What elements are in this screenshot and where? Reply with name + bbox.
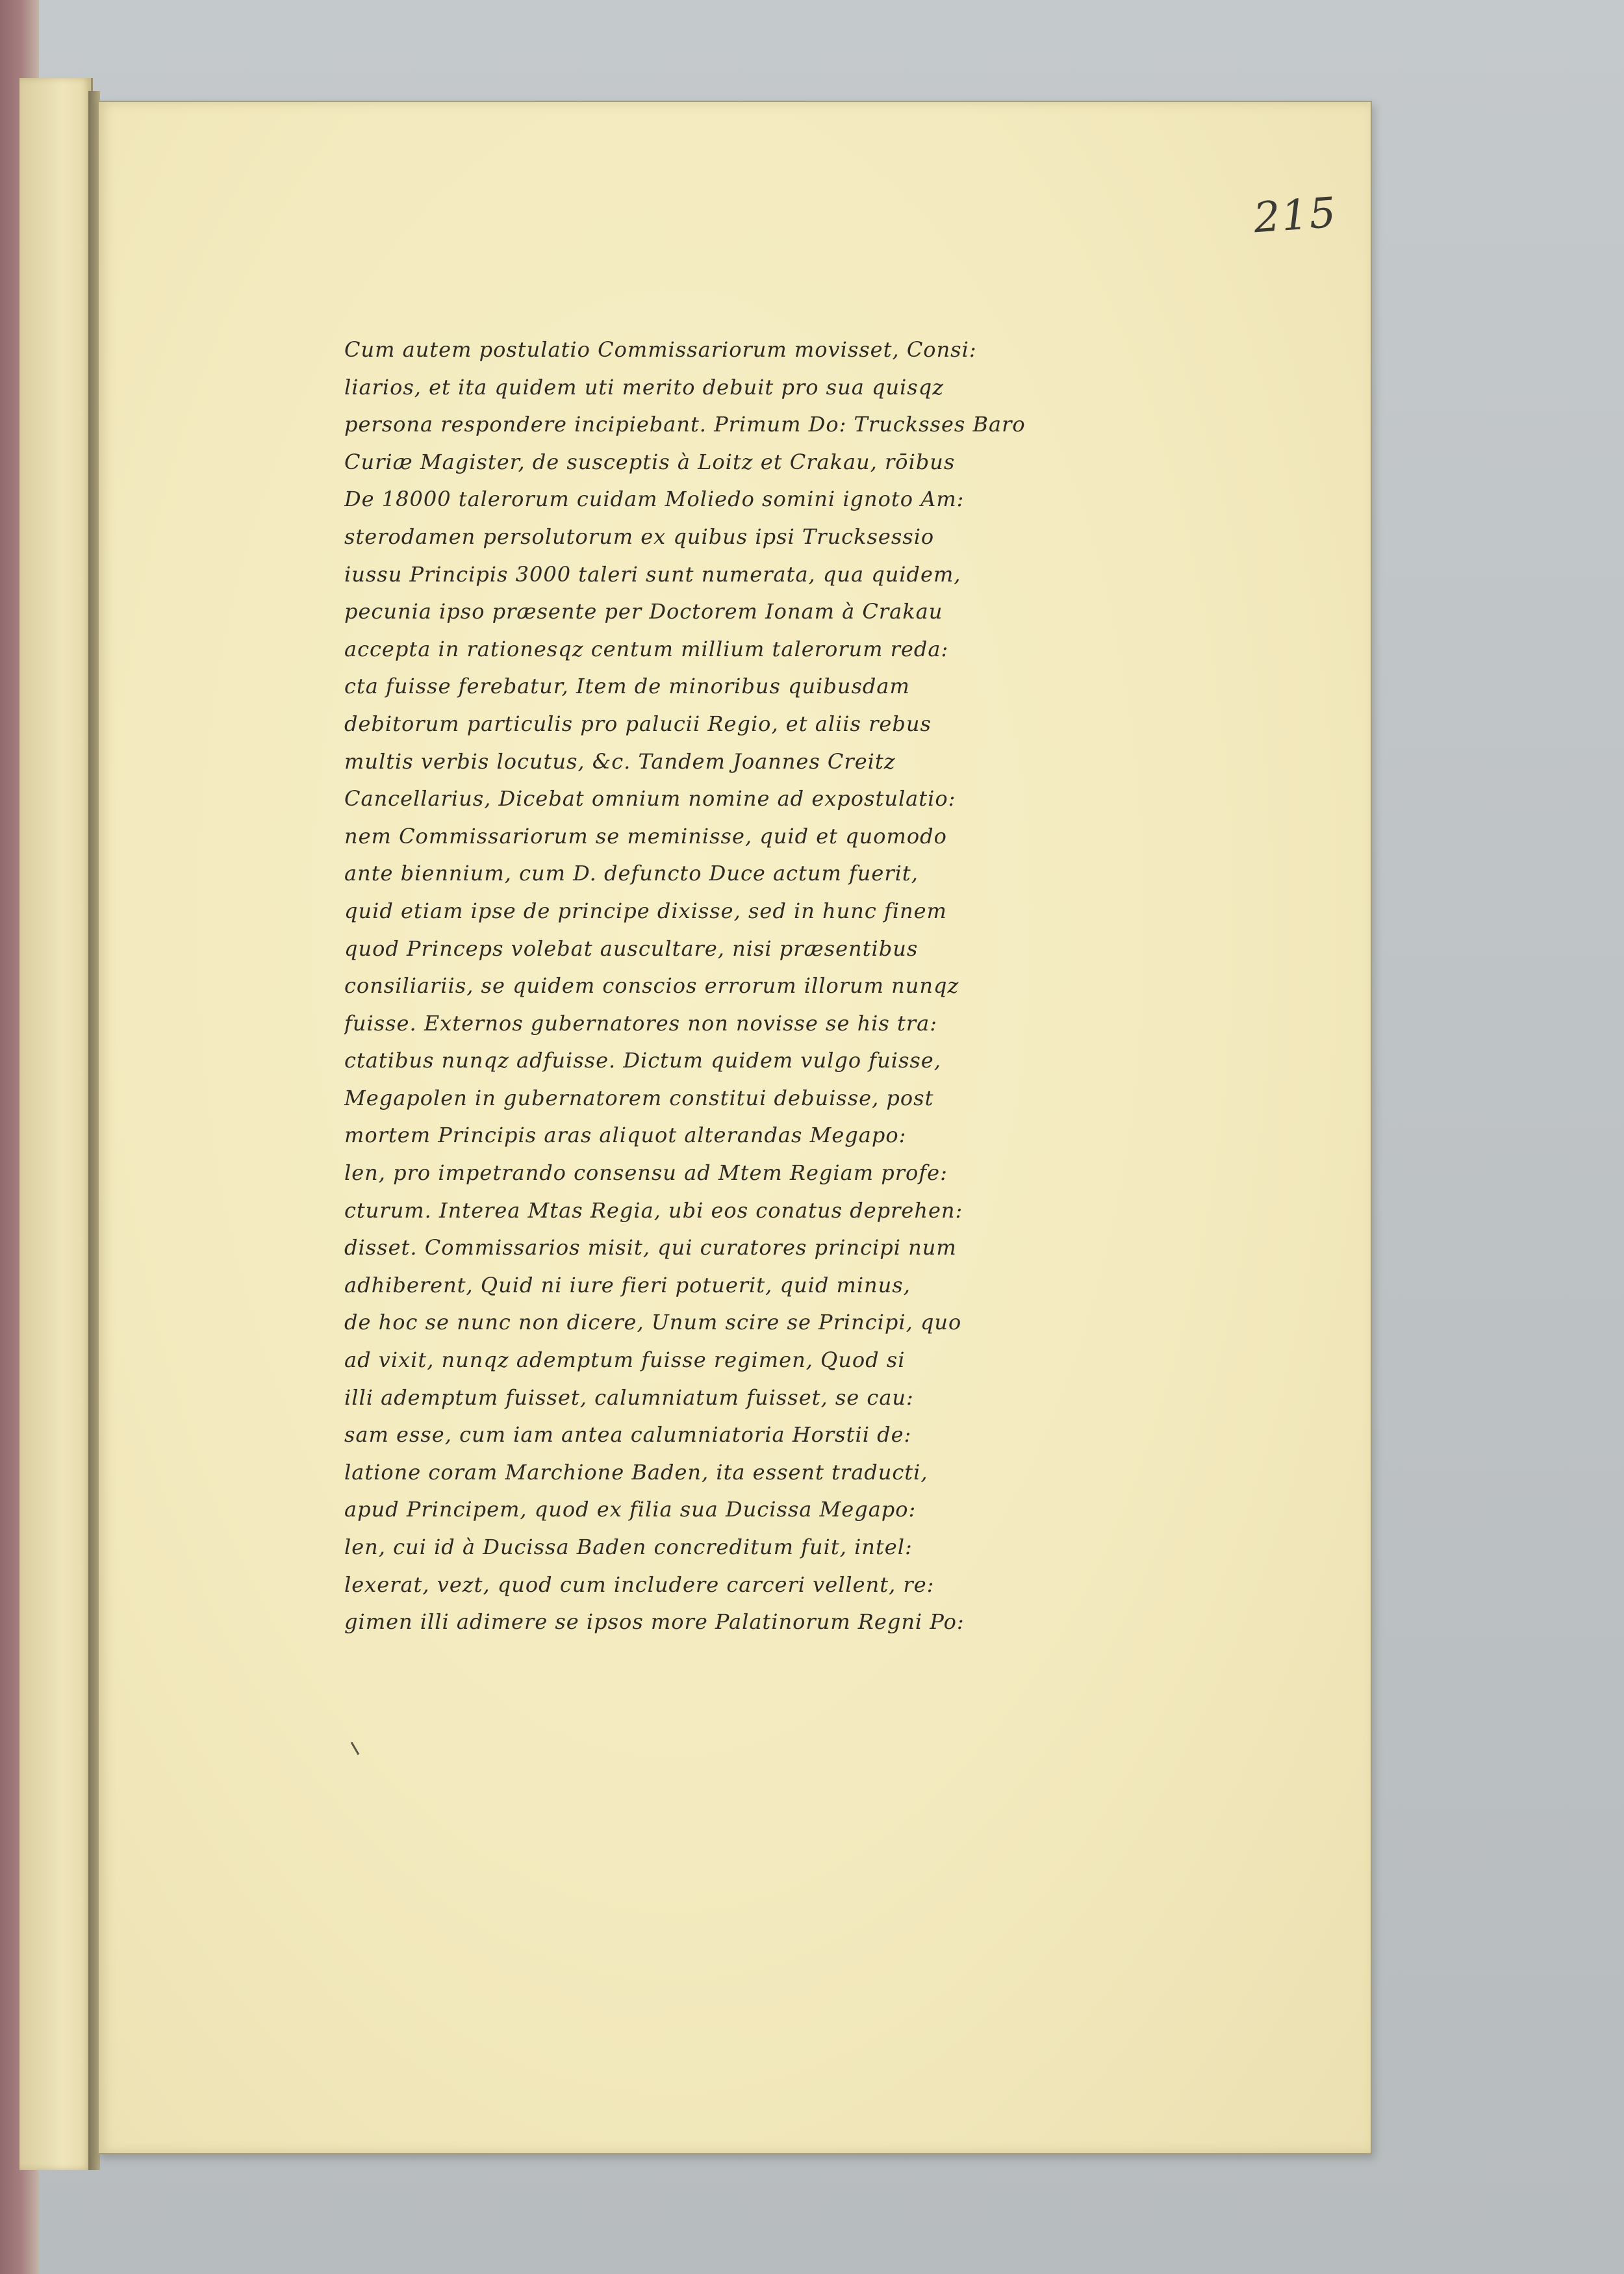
facing-page-edge: [19, 78, 93, 2170]
text-line: lexerat, vezt, quod cum includere carceri vellent, re:: [344, 1572, 935, 1597]
text-line: multis verbis locutus, &c. Tandem Joannes Creitz: [344, 748, 896, 774]
text-line: fuisse. Externos gubernatores non novisse se his tra:: [344, 1010, 938, 1036]
text-line: consiliariis, se quidem conscios errorum illorum nunqz: [344, 973, 959, 999]
text-line: pecunia ipso præsente per Doctorem Ionam à Crakau: [344, 599, 943, 624]
text-line: latione coram Marchione Baden, ita essent traducti,: [344, 1459, 928, 1485]
text-line: gimen illi adimere se ipsos more Palatinorum Regni Po:: [344, 1609, 965, 1635]
text-line: Cum autem postulatio Commissariorum movisset, Consi:: [344, 337, 977, 362]
text-line: sterodamen persolutorum ex quibus ipsi Trucksessio: [344, 524, 935, 549]
text-line: ante biennium, cum D. defuncto Duce actum fuerit,: [344, 861, 919, 886]
text-line: sam esse, cum iam antea calumniatoria Horstii de:: [344, 1422, 912, 1448]
text-line: cta fuisse ferebatur, Item de minoribus quibusdam: [344, 674, 910, 699]
text-line: ctatibus nunqz adfuisse. Dictum quidem vulgo fuisse,: [344, 1048, 941, 1073]
text-line: disset. Commissarios misit, qui curatores principi num: [344, 1235, 957, 1260]
text-line: quod Princeps volebat auscultare, nisi præsentibus: [344, 936, 919, 961]
text-line: cturum. Interea Mtas Regia, ubi eos conatus deprehen:: [344, 1197, 963, 1223]
text-line: mortem Principis aras aliquot alterandas Megapo:: [344, 1123, 907, 1148]
text-line: len, pro impetrando consensu ad Mtem Regiam profe:: [344, 1160, 948, 1186]
text-line: quid etiam ipse de principe dixisse, sed in hunc finem: [344, 898, 947, 923]
text-line: ad vixit, nunqz ademptum fuisse regimen, Quod si: [344, 1348, 906, 1373]
text-line: apud Principem, quod ex filia sua Ducissa Megapo:: [344, 1497, 917, 1522]
text-line: accepta in rationesqz centum millium talerorum reda:: [344, 636, 949, 661]
text-line: iussu Principis 3000 taleri sunt numerata, qua quidem,: [344, 561, 961, 587]
text-line: Megapolen in gubernatorem constitui debuisse, post: [344, 1085, 934, 1110]
text-line: Cancellarius, Dicebat omnium nomine ad expostulatio:: [344, 786, 956, 811]
text-line: de hoc se nunc non dicere, Unum scire se Principi, quo: [344, 1310, 962, 1335]
manuscript-text: [344, 331, 1189, 1641]
text-line: De 18000 talerorum cuidam Moliedo somini ignoto Am:: [344, 487, 965, 512]
text-line: persona respondere incipiebant. Primum Do: Trucksses Baro: [344, 412, 1026, 437]
folio-number: 215: [1252, 188, 1339, 243]
text-line: nem Commissariorum se meminisse, quid et quomodo: [344, 823, 947, 849]
text-line: illi ademptum fuisset, calumniatum fuisset, se cau:: [344, 1385, 914, 1410]
text-line: liarios, et ita quidem uti merito debuit pro sua quisqz: [344, 374, 945, 400]
text-line: adhiberent, Quid ni iure fieri potuerit, quid minus,: [344, 1272, 911, 1297]
text-line: Curiæ Magister, de susceptis à Loitz et Crakau, rōibus: [344, 449, 956, 474]
text-line: len, cui id à Ducissa Baden concreditum fuit, intel:: [344, 1535, 913, 1559]
text-line: debitorum particulis pro palucii Regio, et aliis rebus: [344, 711, 932, 736]
